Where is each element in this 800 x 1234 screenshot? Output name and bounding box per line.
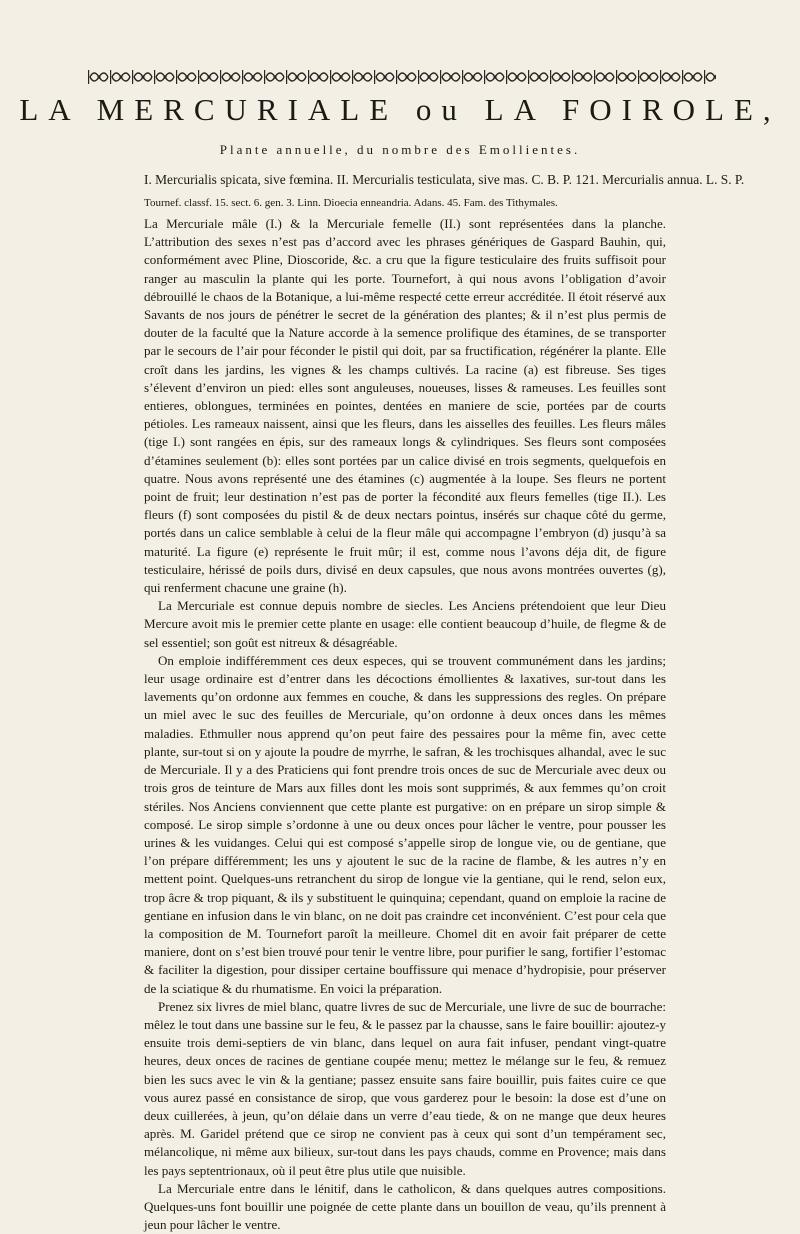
paragraph-1: La Mercuriale mâle (I.) & la Mercuriale femelle (II.) sont représentées dans la planche. L’attribution des sexes n’est pas d’accord avec les phrases génériques de Gaspard Bauhin, qui, conformément avec Pline, Dioscoride, &c. a cru que la figure testiculaire des fruits suffisoit pour ranger au masculin la plante qui les porte. Tournefort, à qui nous avons l’obligation d’avoir débrouillé le chaos de la Botanique, a lui-même respecté cette erreur accréditée. Il étoit réservé aux Savants de nos jours de pénétrer le secret de la génération des plantes; & il n’est plus permis de douter de la faculté que la Nature accorde à la semence prolifique des étamines, de se transporter par le secours de l’air pour féconder le pistil qui doit, par sa fructification, régénérer la plante. Elle croît dans les jardins, les vignes & les champs cultivés. La racine (a) est fibreuse. Ses tiges s’élevent d’environ un pied: elles sont anguleuses, noueuses, lisses & rameuses. Les feuilles sont entieres, oblongues, terminées en pointes, dentées en maniere de scie, portées par de courts pétioles. Les rameaux naissent, ainsi que les fleurs, dans les aisselles des feuilles. Les fleurs mâles (tige I.) sont rangées en épis, sur des rameaux longs & cylindriques. Ses fleurs sont composées d’étamines seulement (b): elles sont portées par un calice divisé en trois segments, quelquefois en quatre. Nous avons représenté une des étamines (c) augmentée à la loupe. Ses fleurs ne portent point de fruit; leur destination n’est pas de porter la fécondité aux fleurs femelles (tige II.). Les fleurs (f) sont composées du pistil & de deux nectars pointus, insérés sur chaque côté du germe, portés dans un calice semblable à celui de la fleur mâle qui accompagne l’embryon (d) jusqu’à sa maturité. La figure (e) représente le fruit mûr; il est, comme nous l’avons déja dit, de figure testiculaire, hérissé de poils durs, divisé en deux capsules, que nous avons montrées ouvertes (g), qui renferment chacune une graine (h).: [144, 216, 666, 596]
ornament-band: [88, 66, 716, 88]
page-subtitle: Plante annuelle, du nombre des Emollientes.: [219, 142, 581, 157]
paragraph-4: Prenez six livres de miel blanc, quatre livres de suc de Mercuriale, une livre de suc de bourrache: mêlez le tout dans une bassine sur le feu, & le passez par la chausse, sans le faire bouillir: ajoutez-y ensuite trois demi-septiers de vin blanc, dans lequel on aura fait infuser, pendant vingt-quatre heures, deux onces de racines de gentiane coupée menu; mettez le mélange sur le feu, & remuez bien les sucs avec le vin & la gentiane; passez ensuite sans faire bouillir, puis faites cuire ce que vous aurez passé en consistance de sirop, que vous garderez pour le besoin: la dose est d’une on deux cuillerées, à jeun, qu’on délaie dans un verre d’eau tiede, & on ne mange que deux heures après. M. Garidel prétend que ce sirop ne convient pas à ceux qui sont d’un tempérament sec, mélancolique, ni même aux bilieux, sur-tout dans les pays chauds, comme en Provence; mais dans les pays septentrionaux, où il peut être plus utile que nuisible.: [144, 998, 666, 1178]
classification-line: Tournef. classf. 15. sect. 6. gen. 3. Linn. Dioecia enneandria. Adans. 45. Fam. des Tithymales.: [144, 197, 558, 209]
synonyms-line: I. Mercurialis spicata, sive fœmina. II. Mercurialis testiculata, sive mas. C. B. P. 121. Mercurialis annua. L. S. P.: [144, 172, 745, 187]
ornament-border-icon: [88, 68, 716, 86]
paragraph-3: On emploie indifféremment ces deux especes, qui se trouvent communément dans les jardins; leur usage ordinaire est d’entrer dans les décoctions émollientes & laxatives, sur-tout dans les lavements qu’on ordonne aux femmes en couche, & dans les suppressions des regles. On prépare un miel avec le suc des feuilles de Mercuriale, qu’on ordonne à deux onces dans les mêmes maladies. Ethmuller nous apprend qu’on peut faire des pessaires pour la même fin, avec cette plante, sur-tout si on y ajoute la poudre de myrrhe, le safran, & les trochisques alhandal, avec le suc de Mercuriale. Il y a des Praticiens qui font prendre trois onces de suc de Mercuriale avec deux ou trois gros de teinture de Mars aux filles dont les mois sont supprimés, & aux femmes qu’on croit stériles. Nos Anciens conviennent que cette plante est purgative: on en prépare un sirop simple & composé. Le sirop simple s’ordonne à une ou deux onces pour lâcher le ventre, pour pousser les urines & les vuidanges. Celui qui est composé s’appelle sirop de longue vie, ou de gentiane, que l’on prépare différemment; les uns y ajoutent le suc de la racine de flambe, & les autres n’y en mettent point. Quelques-uns retranchent du sirop de longue vie la gentiane, qui le rend, selon eux, trop âcre & trop piquant, & ils y substituent le quinquina; cependant, quand on emploie la racine de gentiane en infusion dans le vin blanc, on ne doit pas craindre cet inconvénient. C’est pour cela que la composition de M. Tournefort paroît la meilleure. Chomel dit en avoir fait préparer de cette maniere, dont on s’est bien trouvé pour tenir le ventre libre, pour purifier le sang, fortifier l’estomac & faciliter la digestion, pour dissiper certaine bouffissure qui menace d’hydropisie, pour préserver de la sciatique & du rhumatisme. En voici la préparation.: [144, 652, 666, 996]
paragraph-5: La Mercuriale entre dans le lénitif, dans le catholicon, & dans quelques autres compositions. Quelques-uns font bouillir une poignée de cette plante dans un bouillon de veau, qu’ils prennent à jeun pour lâcher le ventre.: [144, 1180, 666, 1233]
page-title: LA MERCURIALE ou LA FOIROLE,: [19, 92, 781, 127]
paragraph-2: La Mercuriale est connue depuis nombre de siecles. Les Anciens prétendoient que leur Dieu Mercure avoit mis le premier cette plante en usage: elle contient beaucoup d’huile, de flegme & de sel essentiel; son goût est nitreux & désagréable.: [144, 598, 666, 650]
body-text: [144, 215, 666, 1234]
